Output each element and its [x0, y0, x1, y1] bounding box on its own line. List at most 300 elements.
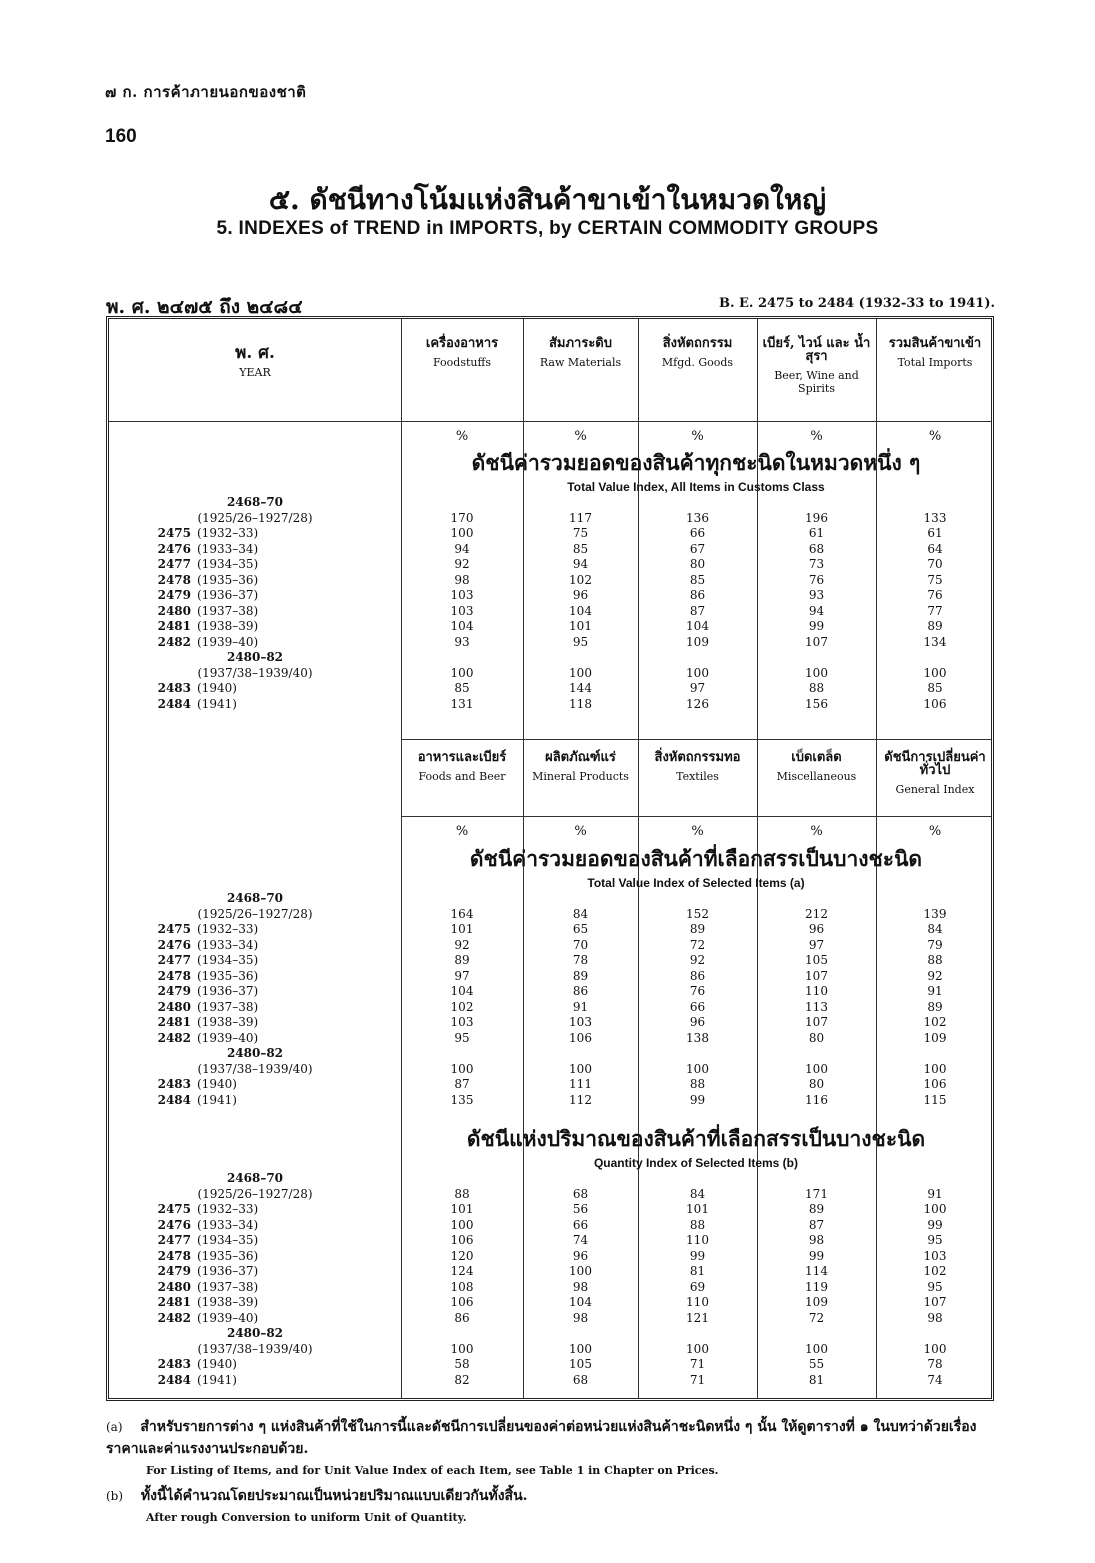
blank-cell — [876, 1171, 994, 1187]
year-row — [109, 1202, 401, 1218]
year-be: 2479 — [157, 588, 191, 602]
value-cell: 80 — [689, 557, 706, 571]
value-cell: 144 — [569, 681, 592, 695]
year-be: 2484 — [157, 696, 191, 711]
column-header — [876, 337, 994, 369]
value-cell: 104 — [569, 1295, 592, 1309]
year-ce: (1939–40) — [197, 634, 259, 649]
value-cell: 80 — [808, 1030, 825, 1045]
value-cell: 88 — [689, 1217, 706, 1232]
value-cell: 85 — [572, 541, 589, 556]
value-cell: 69 — [689, 1279, 706, 1294]
value-column — [757, 891, 876, 1108]
value-cell: 170 — [450, 510, 474, 525]
column-header-english: Miscellaneous — [776, 770, 857, 783]
year-be: 2478 — [157, 968, 191, 983]
year-be: 2482 — [157, 1030, 191, 1045]
range-thai: พ. ศ. ๒๔๗๕ ถึง ๒๔๘๔ — [106, 296, 303, 318]
value-cell: 108 — [450, 1279, 474, 1294]
value-cell: 70 — [927, 557, 943, 571]
blank-cell — [523, 650, 638, 666]
value-cell: 99 — [808, 619, 825, 633]
value-cell: 89 — [927, 619, 943, 633]
range-english: B. E. 2475 to 2484 (1932-33 to 1941). — [718, 296, 995, 311]
value-cell: 98 — [572, 1310, 589, 1325]
value-cell: 107 — [805, 968, 828, 983]
value-cell: 103 — [450, 1015, 474, 1029]
value-cell: 171 — [805, 1186, 828, 1201]
value-cell: 100 — [923, 665, 947, 680]
note-b-english: After rough Conversion to uniform Unit of Quantity. — [146, 1511, 467, 1524]
value-cell: 86 — [454, 1310, 470, 1325]
year-be: 2479 — [157, 1264, 191, 1278]
value-cell: 98 — [572, 1279, 589, 1294]
value-cell: 101 — [569, 619, 592, 633]
value-cell: 94 — [454, 541, 470, 556]
note-a — [106, 1416, 996, 1460]
value-cell: 104 — [569, 603, 592, 618]
year-label-ce: (1925/26–1927/28) — [197, 1186, 313, 1201]
value-cell: 156 — [805, 696, 828, 711]
section-title-thai: ดัชนีค่ารวมยอดของสินค้าที่เลือกสรรเป็นบางชะนิด — [469, 846, 923, 871]
value-cell: 78 — [572, 953, 589, 967]
year-ce: (1933–34) — [197, 1217, 259, 1232]
year-label-ce: (1937/38–1939/40) — [197, 1341, 313, 1356]
column-header-english: Beer, Wine and Spirits — [774, 369, 859, 395]
column-header-english: Foods and Beer — [418, 770, 506, 783]
value-cell: 96 — [689, 1015, 706, 1029]
year-ce: (1937–38) — [197, 1279, 259, 1294]
value-cell: 61 — [808, 526, 825, 540]
value-cell: 106 — [923, 696, 947, 711]
value-cell: 107 — [805, 634, 828, 649]
blank-cell — [523, 1171, 638, 1187]
value-column — [638, 1171, 757, 1388]
column-header-thai: ผลิตภัณฑ์แร่ — [545, 750, 616, 765]
blank-cell — [757, 495, 876, 511]
value-cell: 103 — [450, 588, 474, 602]
value-cell: 105 — [805, 953, 828, 967]
value-cell: 81 — [689, 1264, 706, 1278]
value-cell: 99 — [808, 1248, 825, 1263]
year-ce: (1938–39) — [197, 1295, 259, 1309]
year-row — [109, 953, 401, 969]
value-cell: 86 — [572, 984, 589, 998]
percent-sign: % — [455, 824, 469, 839]
value-cell: 101 — [450, 922, 474, 936]
value-cell: 113 — [805, 999, 828, 1014]
value-cell: 56 — [572, 1202, 589, 1216]
column-header — [401, 751, 523, 783]
column-header — [523, 337, 638, 369]
value-cell: 100 — [450, 665, 474, 680]
blank-cell — [757, 891, 876, 907]
value-column — [876, 891, 994, 1108]
value-cell: 139 — [923, 906, 947, 921]
value-cell: 100 — [805, 1061, 828, 1076]
year-be: 2477 — [157, 953, 191, 967]
value-column — [757, 495, 876, 712]
year-be: 2477 — [157, 1233, 191, 1247]
value-cell: 131 — [450, 696, 474, 711]
value-cell: 94 — [808, 603, 825, 618]
value-cell: 91 — [572, 999, 589, 1014]
value-cell: 99 — [689, 1092, 706, 1107]
value-column — [401, 891, 523, 1108]
value-cell: 106 — [450, 1233, 474, 1247]
value-cell: 95 — [572, 634, 589, 649]
blank-cell — [523, 1046, 638, 1062]
value-column — [401, 495, 523, 712]
year-be: 2481 — [157, 619, 191, 633]
year-column — [109, 1171, 401, 1388]
year-row — [109, 969, 401, 985]
value-cell: 61 — [927, 526, 943, 540]
year-header — [109, 343, 401, 379]
year-row — [109, 1218, 401, 1234]
value-cell: 66 — [572, 1217, 589, 1232]
value-cell: 66 — [689, 526, 706, 540]
year-header-thai: พ. ศ. — [235, 343, 275, 363]
value-cell: 100 — [686, 1341, 709, 1356]
value-cell: 87 — [689, 603, 706, 618]
section-title-english: Total Value Index, All Items in Customs Class — [567, 480, 825, 494]
percent-sign: % — [810, 429, 823, 444]
year-be: 2480 — [157, 999, 191, 1014]
value-cell: 89 — [927, 999, 943, 1014]
year-be: 2482 — [157, 634, 191, 649]
year-ce: (1940) — [197, 1357, 237, 1371]
percent-sign: % — [691, 824, 704, 839]
value-cell: 100 — [450, 1341, 474, 1356]
value-column — [876, 1171, 994, 1388]
value-cell: 119 — [805, 1279, 828, 1294]
blank-cell — [401, 1046, 523, 1062]
value-cell: 86 — [689, 588, 706, 602]
value-cell: 68 — [572, 1186, 589, 1201]
year-be: 2479 — [157, 984, 191, 998]
year-row — [109, 1077, 401, 1093]
value-cell: 117 — [569, 510, 592, 525]
column-header-thai: สิ่งหัตถกรรม — [662, 336, 733, 351]
year-ce: (1935–36) — [197, 1248, 259, 1263]
year-row — [109, 635, 401, 651]
value-cell: 89 — [808, 1202, 825, 1216]
percent-sign: % — [928, 824, 942, 839]
percent-sign: % — [574, 824, 587, 839]
year-be: 2483 — [157, 681, 191, 695]
year-be: 2484 — [157, 1372, 191, 1387]
value-column — [523, 495, 638, 712]
value-cell: 212 — [805, 906, 828, 921]
value-column — [401, 1171, 523, 1388]
value-cell: 100 — [450, 1217, 474, 1232]
value-cell: 88 — [927, 953, 943, 967]
value-cell: 95 — [454, 1030, 470, 1045]
year-label-ce: (1925/26–1927/28) — [197, 510, 313, 525]
value-cell: 84 — [927, 922, 943, 936]
year-label-be: 2480–82 — [226, 1326, 284, 1340]
year-be: 2478 — [157, 1248, 191, 1263]
value-cell: 104 — [686, 619, 709, 633]
value-cell: 85 — [927, 681, 943, 695]
value-column — [638, 891, 757, 1108]
blank-cell — [401, 891, 523, 907]
column-header-english: Foodstuffs — [433, 356, 491, 369]
blank-cell — [876, 495, 994, 511]
value-cell: 136 — [686, 510, 709, 525]
column-header — [638, 337, 757, 369]
year-row — [109, 1031, 401, 1047]
year-row — [109, 1233, 401, 1249]
value-cell: 100 — [569, 1061, 592, 1076]
value-cell: 100 — [686, 665, 709, 680]
value-cell: 68 — [572, 1372, 589, 1387]
year-ce: (1939–40) — [197, 1030, 259, 1045]
column-header — [523, 751, 638, 783]
value-column — [523, 891, 638, 1108]
value-cell: 101 — [450, 1202, 474, 1216]
value-cell: 100 — [569, 1264, 592, 1278]
value-cell: 196 — [805, 510, 828, 525]
value-cell: 101 — [686, 1202, 709, 1216]
blank-cell — [876, 1046, 994, 1062]
value-cell: 102 — [923, 1015, 947, 1029]
value-cell: 88 — [454, 1186, 470, 1201]
value-cell: 84 — [689, 1186, 706, 1201]
value-cell: 103 — [450, 603, 474, 618]
column-header-english: Textiles — [676, 770, 719, 783]
column-header-english: Mfgd. Goods — [661, 356, 734, 369]
value-cell: 98 — [927, 1310, 943, 1325]
year-be: 2478 — [157, 572, 191, 587]
value-cell: 87 — [808, 1217, 825, 1232]
value-cell: 82 — [454, 1372, 470, 1387]
value-cell: 93 — [808, 588, 825, 602]
value-column — [757, 1171, 876, 1388]
year-row — [109, 604, 401, 620]
subheader-rule-bottom — [401, 816, 991, 817]
value-cell: 75 — [572, 526, 589, 540]
year-ce: (1941) — [197, 696, 237, 711]
blank-cell — [876, 1326, 994, 1342]
percent-sign: % — [574, 429, 587, 444]
value-cell: 77 — [927, 603, 943, 618]
footnotes — [106, 1416, 996, 1524]
value-cell: 134 — [923, 634, 947, 649]
value-cell: 100 — [686, 1061, 709, 1076]
value-cell: 100 — [450, 526, 474, 540]
note-b-thai: ทั้งนี้ได้คำนวณโดยประมาณเป็นหน่วยปริมาณแบบเดียวกันทั้งสิ้น. — [140, 1488, 528, 1504]
value-cell: 100 — [923, 1202, 947, 1216]
year-header-english: YEAR — [239, 366, 271, 379]
blank-cell — [638, 1171, 757, 1187]
year-ce: (1940) — [197, 681, 237, 695]
column-header-english: General Index — [895, 783, 975, 796]
value-cell: 96 — [572, 588, 589, 602]
value-cell: 95 — [927, 1233, 943, 1247]
value-cell: 65 — [572, 922, 589, 936]
column-header-thai: เบียร์, ไวน์ และ น้ำสุรา — [762, 336, 871, 364]
column-header-thai: เบ็ดเตล็ด — [791, 750, 842, 765]
value-cell: 72 — [808, 1310, 825, 1325]
value-column — [638, 495, 757, 712]
year-be: 2477 — [157, 557, 191, 571]
value-cell: 92 — [454, 557, 470, 571]
year-be: 2481 — [157, 1295, 191, 1309]
value-cell: 96 — [808, 922, 825, 936]
value-cell: 121 — [686, 1310, 709, 1325]
value-cell: 99 — [927, 1217, 943, 1232]
year-row — [109, 697, 401, 713]
note-a-label: (a) — [106, 1420, 123, 1434]
year-ce: (1935–36) — [197, 968, 259, 983]
year-ce: (1933–34) — [197, 541, 259, 556]
value-cell: 110 — [805, 984, 828, 998]
value-cell: 103 — [923, 1248, 947, 1263]
year-label-be: 2480–82 — [226, 650, 284, 664]
value-cell: 71 — [689, 1357, 706, 1371]
year-be: 2483 — [157, 1077, 191, 1091]
value-cell: 100 — [805, 665, 828, 680]
value-column — [523, 1171, 638, 1388]
blank-cell — [523, 495, 638, 511]
year-ce: (1941) — [197, 1372, 237, 1387]
blank-cell — [638, 650, 757, 666]
year-be: 2475 — [157, 922, 191, 936]
column-header-thai: สัมภาระดิบ — [548, 336, 613, 351]
section-title-english: Quantity Index of Selected Items (b) — [593, 1156, 799, 1170]
blank-cell — [876, 891, 994, 907]
value-cell: 84 — [572, 906, 589, 921]
blank-cell — [638, 1046, 757, 1062]
value-cell: 95 — [927, 1279, 943, 1294]
year-ce: (1934–35) — [197, 953, 259, 967]
value-cell: 109 — [805, 1295, 828, 1309]
year-row — [109, 1295, 401, 1311]
value-cell: 109 — [923, 1030, 947, 1045]
column-header-thai: อาหารและเบียร์ — [417, 750, 507, 765]
column-header — [757, 751, 876, 783]
blank-cell — [638, 891, 757, 907]
value-cell: 92 — [454, 937, 470, 952]
year-row — [109, 1249, 401, 1265]
value-cell: 126 — [686, 696, 709, 711]
blank-cell — [523, 1326, 638, 1342]
value-cell: 97 — [689, 681, 706, 695]
section-title-thai: ดัชนีค่ารวมยอดของสินค้าทุกชะนิดในหมวดหนึ่ง ๆ — [471, 450, 921, 475]
year-column — [109, 891, 401, 1108]
index-table — [106, 316, 994, 1401]
title-thai: ๕. ดัชนีทางโน้มแห่งสินค้าขาเข้าในหมวดใหญ่ — [268, 183, 827, 216]
value-cell: 73 — [808, 557, 825, 571]
value-cell: 89 — [689, 922, 706, 936]
year-row — [109, 542, 401, 558]
value-cell: 88 — [808, 681, 825, 695]
blank-cell — [401, 650, 523, 666]
value-cell: 58 — [454, 1357, 470, 1371]
blank-cell — [523, 891, 638, 907]
column-header-thai: ดัชนีการเปลี่ยนค่าทั่วไป — [884, 750, 986, 778]
value-cell: 106 — [450, 1295, 474, 1309]
year-row — [109, 984, 401, 1000]
year-be: 2476 — [157, 541, 191, 556]
year-label-be: 2468–70 — [226, 495, 284, 509]
value-cell: 78 — [927, 1357, 943, 1371]
value-cell: 74 — [572, 1233, 589, 1247]
value-cell: 66 — [689, 999, 706, 1014]
column-header-thai: เครื่องอาหาร — [425, 336, 499, 351]
value-cell: 70 — [572, 937, 589, 952]
value-cell: 71 — [689, 1372, 706, 1387]
year-be: 2481 — [157, 1015, 191, 1029]
year-row — [109, 1015, 401, 1031]
title-english: 5. INDEXES of TREND in IMPORTS, by CERTAIN COMMODITY GROUPS — [216, 218, 879, 239]
value-cell: 104 — [450, 619, 474, 633]
value-cell: 96 — [572, 1248, 589, 1263]
value-cell: 76 — [927, 588, 943, 602]
value-cell: 86 — [689, 968, 706, 983]
year-be: 2475 — [157, 526, 191, 540]
year-row — [109, 938, 401, 954]
value-cell: 111 — [569, 1077, 592, 1091]
year-row — [109, 619, 401, 635]
subheader-rule-top — [401, 739, 991, 740]
column-header-thai: รวมสินค้าขาเข้า — [888, 336, 982, 351]
blank-cell — [757, 1326, 876, 1342]
value-cell: 110 — [686, 1295, 709, 1309]
blank-cell — [638, 495, 757, 511]
year-column — [109, 495, 401, 712]
year-ce: (1936–37) — [197, 984, 259, 998]
year-row — [109, 1357, 401, 1373]
year-row — [109, 1280, 401, 1296]
year-row — [109, 681, 401, 697]
percent-sign: % — [810, 824, 823, 839]
value-cell: 85 — [689, 572, 706, 587]
value-cell: 107 — [923, 1295, 947, 1309]
year-row — [109, 1000, 401, 1016]
value-cell: 107 — [805, 1015, 828, 1029]
blank-cell — [401, 1171, 523, 1187]
year-ce: (1934–35) — [197, 557, 259, 571]
value-cell: 100 — [923, 1341, 947, 1356]
note-a-english: For Listing of Items, and for Unit Value Index of each Item, see Table 1 in Chapter on Prices. — [146, 1464, 719, 1477]
note-a-thai: สำหรับรายการต่าง ๆ แห่งสินค้าที่ใช้ในการนี้และดัชนีการเปลี่ยนของค่าต่อหน่วยแห่งสินค้าชะนิดหนึ่ง ๆ นั้น ให้ดูตารางที่ ๑ ในบทว่าด้วยเรื่องราคาและค่าแรงงานประกอบด้วย. — [106, 1419, 977, 1457]
year-row — [109, 922, 401, 938]
value-cell: 97 — [454, 968, 470, 983]
column-header-english: Total Imports — [897, 356, 973, 369]
column-header-thai: สิ่งหัตถกรรมทอ — [654, 750, 741, 765]
year-ce: (1935–36) — [197, 572, 259, 587]
value-cell: 88 — [689, 1077, 706, 1091]
value-cell: 79 — [927, 937, 943, 952]
value-cell: 87 — [454, 1077, 470, 1091]
value-cell: 76 — [808, 572, 825, 587]
value-cell: 98 — [808, 1233, 825, 1247]
column-header — [757, 337, 876, 395]
year-row — [109, 573, 401, 589]
year-ce: (1937–38) — [197, 999, 259, 1014]
blank-cell — [757, 1171, 876, 1187]
year-row — [109, 588, 401, 604]
value-cell: 106 — [923, 1077, 947, 1091]
column-header — [876, 751, 994, 796]
column-header — [638, 751, 757, 783]
value-cell: 115 — [923, 1092, 947, 1107]
value-cell: 138 — [686, 1030, 709, 1045]
year-label-ce: (1937/38–1939/40) — [197, 665, 313, 680]
